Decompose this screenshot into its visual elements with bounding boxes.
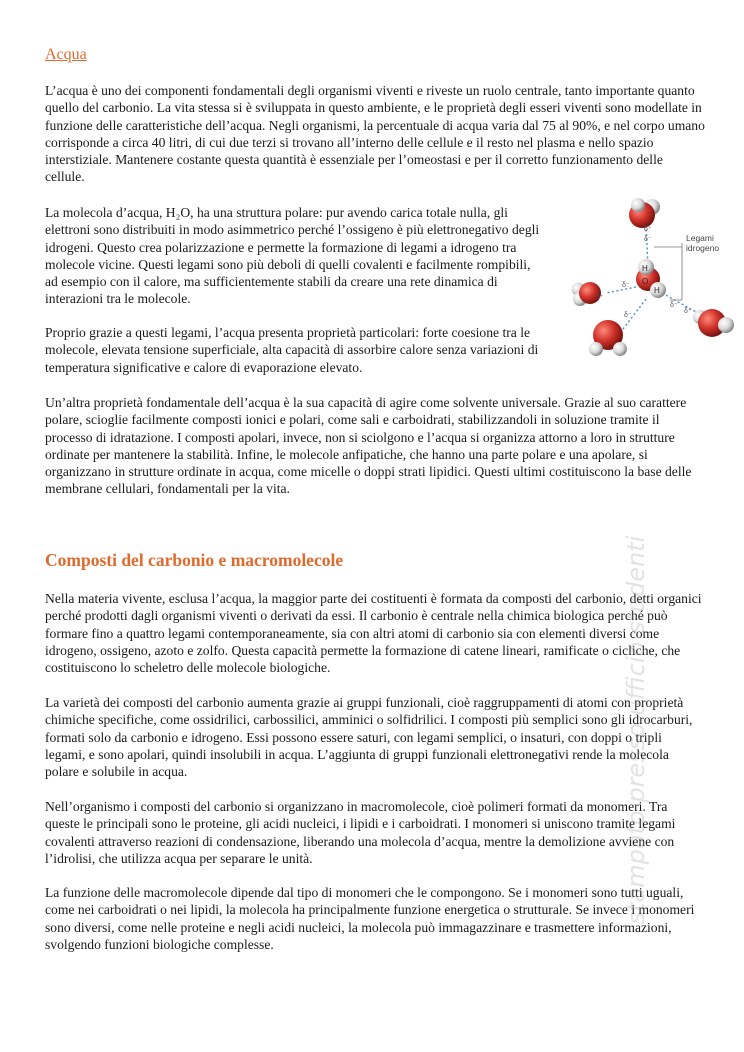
delta-label-3: δ⁻ (622, 282, 630, 289)
delta-label-6: δ⁻ (670, 302, 678, 309)
water-molecule-bottom (589, 320, 627, 356)
delta-label-5: δ⁻ (624, 312, 632, 319)
atom-label-h-right: H (654, 286, 660, 295)
delta-label-4: δ⁺ (596, 294, 604, 301)
paragraph-molecola: La molecola d’acqua, H₂O, ha una struttura polare: pur avendo carica totale nulla, gli elettroni sono distribuiti in modo asimmetrico perché l’ossigeno è più elettronegativo degli idrogeni. Questo crea polarizzazione e permette la formazione di legami a idrogeno tra molecole vicine. Questi legami sono più deboli di quelli covalenti e facilmente rompibili, ad esempio con il calore, ma sufficientemente stabili da creare una rete dinamica di interazioni tra le molecole. (45, 205, 540, 307)
paragraph-acqua-intro: L’acqua è uno dei componenti fondamentali degli organismi viventi e riveste un ruolo centrale, tanto importante quanto quello del carbonio. La vita stessa si è sviluppata in questo ambiente, e le proprietà degli esseri viventi sono modellate in funzione delle caratteristiche dell’acqua. Negli organismi, la percentuale di acqua varia dal 75 al 90%, e nel corpo umano corrisponde a circa 40 litri, di cui due terzi si trovano all’interno delle cellule e il resto nel plasma e nello spazio interstiziale. Mantenere costante questa quantità è essenziale per l’omeostasi e per il corretto funzionamento delle cellule. (45, 83, 705, 185)
paragraph-macromolecole: Nell’organismo i composti del carbonio si organizzano in macromolecole, cioè polimeri formati da monomeri. Tra queste le principali sono le proteine, gli acidi nucleici, i lipidi e i carboidrati. I monomeri si uniscono tramite legami covalenti attraverso reazioni di condensazione, liberando una molecola d’acqua, mentre la demolizione avviene con l’idrolisi, che utilizza acqua per separare le unità. (45, 799, 676, 866)
watermark-text: stampato presso ufficio studenti (622, 535, 650, 925)
delta-label-1: δ⁻ (644, 236, 652, 243)
hydrogen-bond-label-line1: Legami (686, 233, 714, 243)
paragraph-carbonio: Nella materia vivente, esclusa l’acqua, la maggior parte dei costituenti è formata da composti del carbonio, detti organici perché prodotti dagli organismi viventi o derivati da essi. Il carbonio è centrale nella chimica biologica perché può formare fino a quattro legami contemporaneamente, sia con altri atomi di carbonio sia con elementi diversi come idrogeno, ossigeno, azoto e zolfo. Questa capacità permette la formazione di catene lineari, ramificate o cicliche, che costituiscono lo scheletro delle molecole biologiche. (45, 591, 702, 676)
water-molecule-central (636, 259, 666, 298)
atom-label-h-top: H (642, 264, 648, 273)
section-title-acqua: Acqua (45, 46, 87, 63)
section-title-composti: Composti del carbonio e macromolecole (45, 550, 344, 570)
paragraph-gruppi-funzionali: La varietà dei composti del carbonio aumenta grazie ai gruppi funzionali, cioè raggruppamenti di atomi con proprietà chimiche specifiche, come ossidrilici, carbossilici, amminici o solfidrilici. I composti più semplici sono gli idrocarburi, formati solo da carbonio e idrogeno. Essi possono essere saturi, con legami semplici, o insaturi, con doppi o tripli legami, e sono apolari, quindi insolubili in acqua. L’aggiunta di gruppi funzionali elettronegativi rende la molecola polare e solubile in acqua. (45, 695, 693, 780)
paragraph-solvente: Un’altra proprietà fondamentale dell’acqua è la sua capacità di agire come solvente universale. Grazie al suo carattere polare, scioglie facilmente composti ionici e polari, come sali e carboidrati, stabilizzandoli in soluzione tramite il processo di idratazione. I composti apolari, invece, non si sciolgono e l’acqua si organizza attorno a loro in strutture ordinate per mantenere la stabilità. Infine, le molecole anfipatiche, che hanno una parte polare e una apolare, si organizzano in strutture ordinate in acqua, come micelle o doppi strati lipidici. Questi ultimi costituiscono la base delle membrane cellulari, fondamentali per la vita. (45, 395, 692, 497)
hydrogen-bond-label-line2: idrogeno (686, 243, 720, 253)
water-molecule-right (693, 309, 734, 337)
water-hydrogen-bond-figure (558, 195, 744, 367)
water-molecule-top (629, 198, 660, 228)
delta-label-7: δ⁺ (684, 308, 692, 315)
paragraph-proprieta: Proprio grazie a questi legami, l’acqua presenta proprietà particolari: forte coesione tra le molecole, elevata tensione superficiale, alta capacità di assorbire calore senza variazioni di temperatura significative e calore di evaporazione elevato. (45, 325, 539, 375)
atom-label-o: O (642, 277, 649, 286)
paragraph-funzione: La funzione delle macromolecole dipende dal tipo di monomeri che le compongono. Se i monomeri sono tutti uguali, come nei carboidrati o nei lipidi, la molecola ha principalmente funzione energetica o strutturale. Se invece i monomeri sono diversi, come nelle proteine e negli acidi nucleici, la molecola può immagazzinare e trasmettere informazioni, svolgendo funzioni biologiche complesse. (45, 885, 695, 952)
delta-label-2: δ⁺ (644, 226, 652, 233)
